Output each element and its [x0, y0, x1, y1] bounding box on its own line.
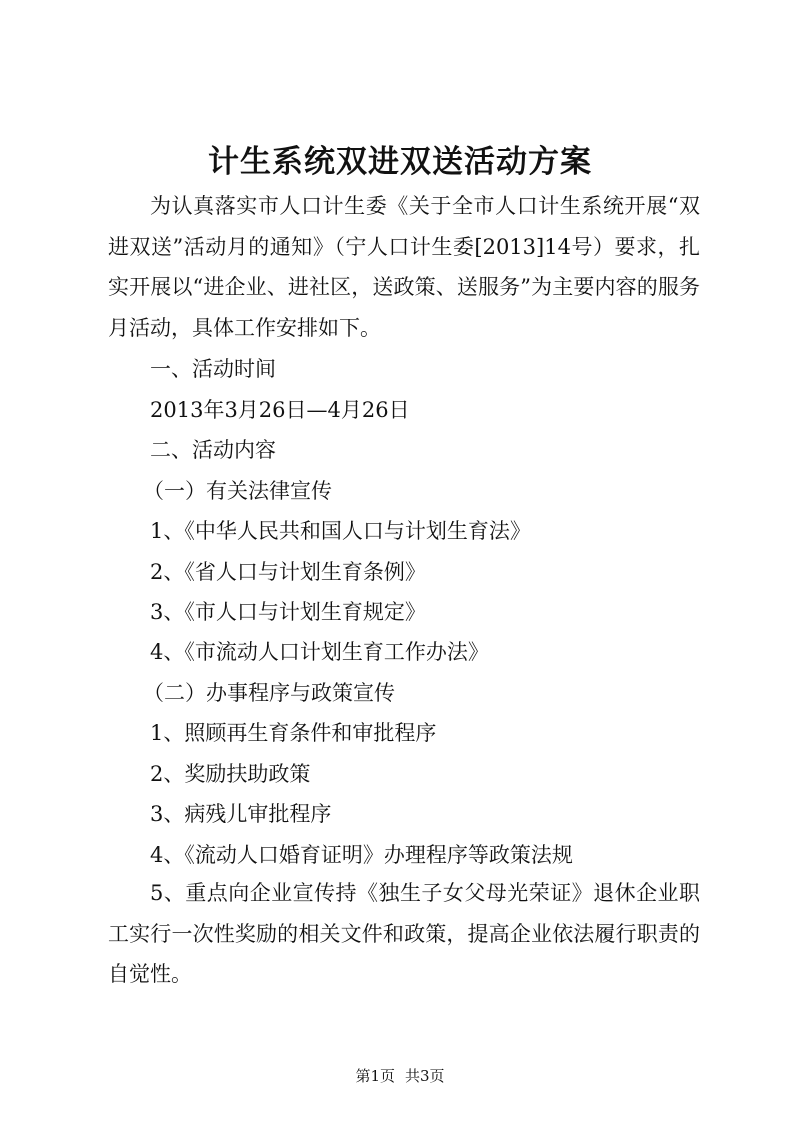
document-title: 计生系统双进双送活动方案	[208, 144, 592, 180]
procedure-item: 3、病残儿审批程序	[150, 802, 332, 826]
law-item: 3、《市人口与计划生育规定》	[150, 600, 426, 624]
section-heading-time: 一、活动时间	[150, 357, 276, 381]
subsection-heading-law: （一）有关法律宣传	[143, 479, 332, 503]
procedure-item: 4、《流动人口婚育证明》办理程序等政策法规	[150, 843, 573, 867]
page-total: 共3页	[405, 1067, 445, 1085]
procedure-item: 2、奖励扶助政策	[150, 762, 311, 786]
page-number: 第1页	[355, 1067, 395, 1085]
page-footer	[0, 1066, 800, 1086]
subsection-heading-procedure: （二）办事程序与政策宣传	[143, 681, 395, 705]
activity-time-range: 2013年3月26日—4月26日	[150, 398, 410, 422]
item-5-paragraph: 5、重点向企业宣传持《独生子女父母光荣证》退休企业职工实行一次性奖励的相关文件和政策，提高企业依法履行职责的自觉性。	[108, 881, 700, 986]
law-item: 1、《中华人民共和国人口与计划生育法》	[150, 519, 531, 543]
section-heading-content: 二、活动内容	[150, 438, 276, 462]
intro-paragraph: 为认真落实市人口计生委《关于全市人口计生系统开展“双进双送”活动月的通知》（宁人口计生委[2013]14号）要求，扎实开展以“进企业、进社区，送政策、送服务”为主要内容的服务月活动，具体工作安排如下。	[108, 194, 700, 340]
law-item: 4、《市流动人口计划生育工作办法》	[150, 640, 489, 664]
law-item: 2、《省人口与计划生育条例》	[150, 560, 426, 584]
procedure-item: 1、照顾再生育条件和审批程序	[150, 721, 437, 745]
